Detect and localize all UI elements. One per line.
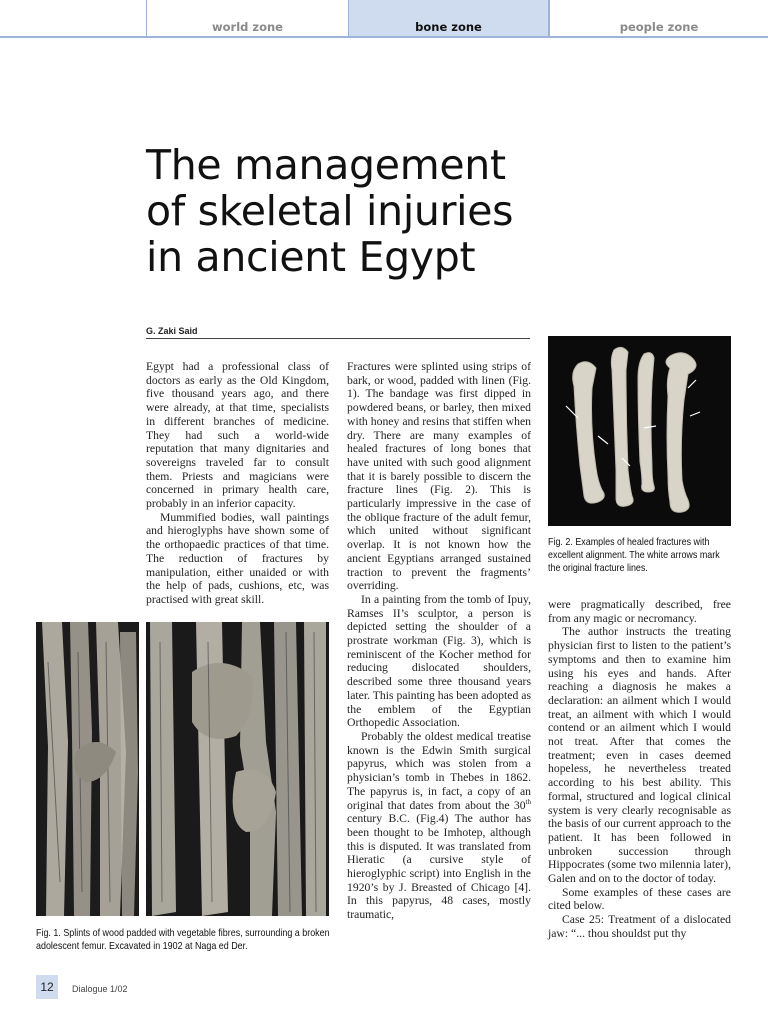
title-line-3: in ancient Egypt (146, 233, 476, 281)
paragraph: Mummified bodies, wall paintings and hieroglyphs have shown some of the orthopaedic practices of that time. The reduction of fractures by manipulation, either unaided or with the help of pads, cushions, etc, was practised with great skill. (146, 510, 329, 606)
splint-photo-right (146, 622, 329, 916)
paragraph: Egypt had a professional class of doctors as early as the Old Kingdom, five thousand years ago, and there were already, at that time, specialists in different branches of medicine. They had such a world-wide reputation that many dignitaries and sovereigns traveled far to consult them. Priests and magicians were concerned in primary health care, probably in an inferior capacity. (146, 360, 329, 511)
paragraph (347, 730, 531, 922)
page-footer (0, 975, 768, 1001)
superscript: th (525, 797, 531, 806)
author-byline: G. Zaki Said (146, 326, 198, 336)
paragraph: Case 25: Treatment of a dislocated jaw: “... thou shouldst put thy (548, 913, 731, 940)
tab-world-zone[interactable]: world zone (146, 0, 348, 36)
figure-1-splint-photo-right (146, 622, 329, 916)
title-line-1: The management (146, 141, 506, 189)
paragraph: In a painting from the tomb of Ipuy, Ramses II’s sculptor, a person is depicted setting the shoulder of a prostrate workman (Fig. 3), which is reminiscent of the Kocher method for reducing dislocated shoulders, described some three thousand years later. This painting has been adopted as the emblem of the Egyptian Orthopedic Association. (347, 592, 531, 730)
nav-rule (0, 36, 768, 38)
splint-photo-left (36, 622, 139, 916)
body-column-1 (146, 360, 329, 607)
article-title (146, 142, 566, 280)
paragraph-text: Probably the oldest medical treatise known is the Edwin Smith surgical papyrus, which was stolen from a physician’s tomb in Thebes in 1862. The papyrus is, in fact, a copy of an original that dates from about the 30 (347, 729, 531, 812)
figure-1-caption: Fig. 1. Splints of wood padded with vegetable fibres, surrounding a broken adolescent femur. Excavated in 1902 at Naga ed Der. (36, 928, 330, 952)
paragraph: Fractures were splinted using strips of bark, or wood, padded with linen (Fig. 1). The bandage was first dipped in powdered beans, or barley, then mixed with honey and resins that stiffen when dry. There are many examples of healed fractures of long bones that have united with such good alignment that it is barely possible to discern the fracture lines (Fig. 2). This is particularly impressive in the case of the oblique fracture of the adult femur, which united without significant overlap. It is not known how the ancient Egyptians arranged sustained traction to prevent the fragments’ overriding. (347, 360, 531, 593)
byline-rule (146, 338, 530, 339)
journal-name: Dialogue 1/02 (72, 984, 128, 994)
figure-1-splint-photo-left (36, 622, 139, 916)
body-column-3 (548, 598, 731, 941)
title-line-2: of skeletal injuries (146, 187, 514, 235)
tab-people-zone[interactable]: people zone (549, 0, 768, 36)
body-column-2 (347, 360, 531, 922)
figure-2-caption: Fig. 2. Examples of healed fractures with excellent alignment. The white arrows mark the original fracture lines. (548, 537, 720, 574)
zone-nav (0, 0, 768, 38)
figure-2-healed-fractures (548, 336, 731, 526)
paragraph: were pragmatically described, free from any magic or necromancy. (548, 598, 731, 625)
paragraph: Some examples of these cases are cited below. (548, 885, 731, 913)
paragraph: The author instructs the treating physician first to listen to the patient’s symptoms and then to examine him using his eyes and hands. After reaching a diagnosis he makes a declaration: an ailment which I would treat, an ailment with which I would contend or an ailment which I would not treat. After that comes the treatment; even in cases deemed hopeless, he nevertheless treated according to his best ability. This formal, structured and logical clinical system is very clearly recognisable as the basis of our current approach to the patient. It has been followed in unbroken succession through Hippocrates (some two milennia later), Galen and on to the doctor of today. (548, 625, 731, 886)
page-number: 12 (36, 975, 58, 999)
bones-photo (548, 336, 731, 526)
tab-bone-zone[interactable]: bone zone (348, 0, 549, 36)
paragraph-text: century B.C. (Fig.4) The author has been thought to be Imhotep, although this is disputed. It was translated from Hieratic (a cursive style of hieroglyphic script) into English in the 1920’s by J. Breasted of Chicago [4]. In this papyrus, 48 cases, mostly traumatic, (347, 812, 531, 922)
